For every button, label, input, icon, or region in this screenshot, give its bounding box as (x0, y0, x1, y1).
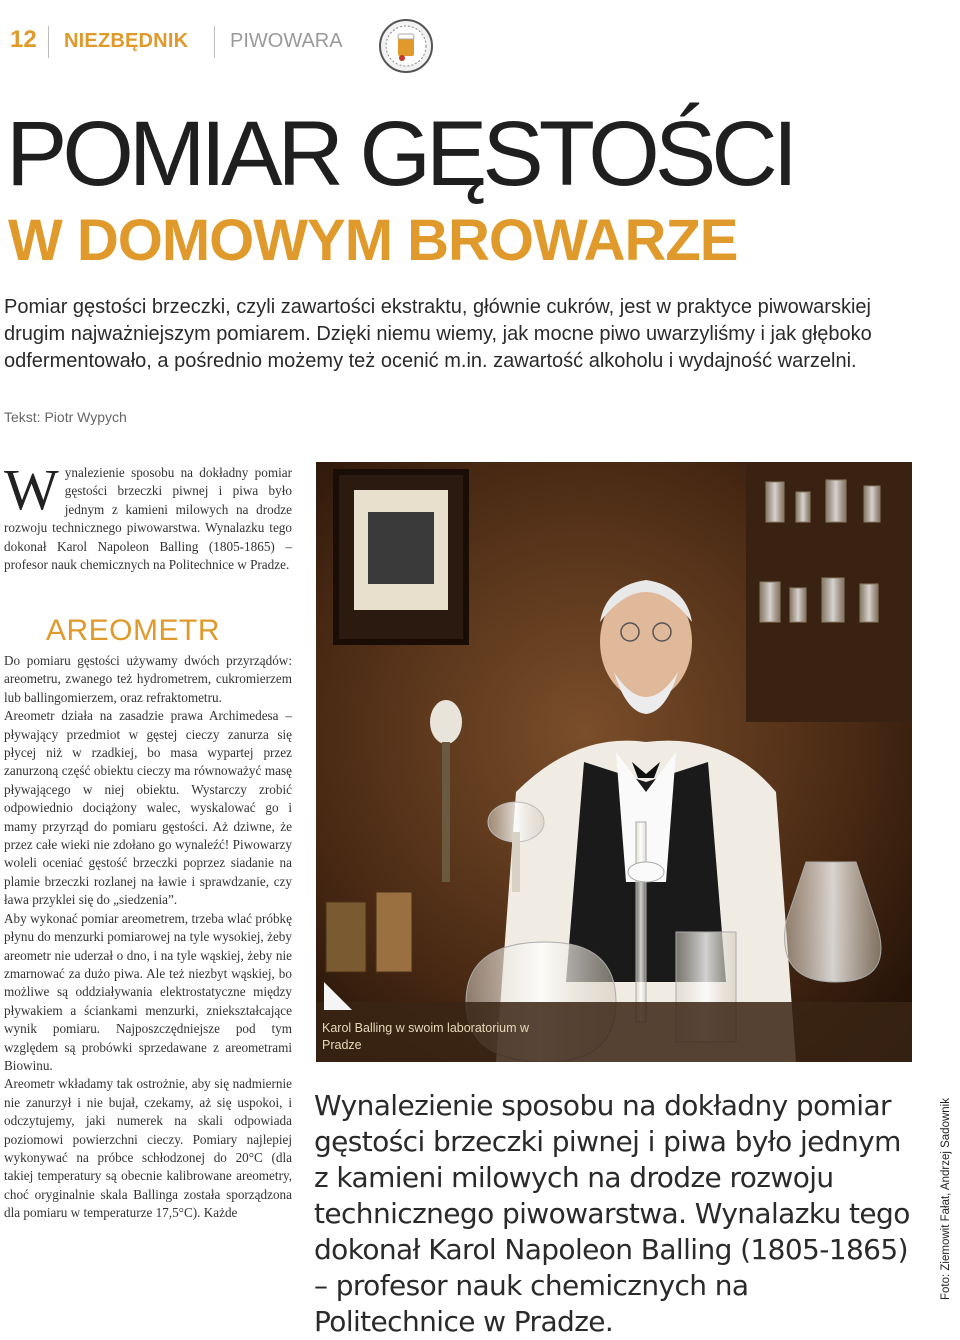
magazine-seal-logo (378, 18, 434, 74)
byline: Tekst: Piotr Wypych (4, 409, 127, 425)
page-number: 12 (10, 26, 37, 53)
subsection-label: PIWOWARA (230, 30, 343, 52)
body-paragraph: Areometr działa na zasadzie prawa Archimedesa – pływający przedmiot w gęstej cieczy zanurza się płycej niż w rzadkiej, bo masa wypartej przez zanurzoną część obiektu cieczy ma równoważyć masę pływającego w niej obiektu. Wystarczy zrobić odpowiednio dociążony walec, wyskalować go i mamy przyrząd do pomiaru gęstości. Aż dziwne, że przez całe wieki nie zdołano go wynaleźć! Piwowarzy woleli oceniać gęstość brzeczki poprzez siadanie na plamie brzeczki rozlanej na ławie i sprawdzanie, czy ława przyklei się do „siedzenia”. (4, 708, 292, 908)
section-label: NIEZBĘDNIK (64, 30, 189, 52)
page-header (0, 18, 960, 68)
photo-credit: Foto: Ziemowit Fałat, Andrzej Sadownik (940, 1098, 952, 1300)
areometr-body (4, 652, 292, 1223)
article-title: POMIAR GĘSTOŚCI (6, 103, 794, 205)
pull-quote: Wynalezienie sposobu na dokładny pomiar gęstości brzeczki piwnej i piwa było jednym z kamieni milowych na drodze rozwoju technicznego piwowarstwa. Wynalazku tego dokonał Karol Napoleon Balling (1805-1865) – profesor nauk chemicznych na Politechnice w Pradze. (314, 1089, 910, 1338)
header-divider (214, 26, 215, 58)
laboratory-photo (316, 462, 912, 1062)
body-paragraph: Areometr wkładamy tak ostrożnie, aby się nadmiernie nie zanurzył i nie bujał, czekamy, aż się uspokoi, i odczytujemy, jaki numerek na skali odpowiada poziomowi powierzchni cieczy. Pomiary najlepiej wykonywać na próbce schłodzonej do 20°C (dla takiej temperatury są obecnie kalibrowane areometry, choć oryginalnie skala Ballinga została sporządzona dla pomiaru w temperaturze 17,5°C). Każde (4, 1076, 292, 1221)
intro-text: ynalezienie sposobu na dokładny pomiar gęstości brzeczki piwnej i piwa było jednym z kamieni milowych na drodze rozwoju technicznego piwowarstwa. Wynalazku tego dokonał Karol Napoleon Balling (1805-1865) – profesor nauk chemicznych na Politechnice w Pradze. (4, 465, 292, 573)
drop-cap: W (4, 457, 59, 522)
photo-caption: Karol Balling w swoim laboratorium w Pradze (322, 1021, 530, 1052)
header-divider (48, 26, 49, 58)
intro-paragraph (4, 457, 292, 574)
article-subtitle: W DOMOWYM BROWARZE (8, 208, 738, 273)
body-paragraph: Aby wykonać pomiar areometrem, trzeba wlać próbkę płynu do menzurki pomiarowej na tyle wysokiej, żeby areometr nie uderzał o dno, i na tyle wąskiej, żeby nie zmarnować za dużo piwa. Ale też niezbyt wąskiej, bo możliwe są oddziaływania elektrostatyczne między pływakiem a ściankami menzurki, zniekształcające wynik pomiaru. Najposzczędniejsze pod tym względem są probówki sprzedawane z areometrami Biowinu. (4, 910, 292, 1073)
body-paragraph: Do pomiaru gęstości używamy dwóch przyrządów: areometru, zwanego też hydrometrem, cukromierzem lub ballingomierzem, oraz refraktometru. (4, 653, 292, 705)
section-heading-areometr: AREOMETR (46, 614, 221, 647)
lead-paragraph: Pomiar gęstości brzeczki, czyli zawartości ekstraktu, głównie cukrów, jest w praktyce piwowarskiej drugim najważniejszym pomiarem. Dzięki niemu wiemy, jak mocne piwo uwarzyliśmy i jak głęboko odfermentowało, a pośrednio możemy też ocenić m.in. zawartość alkoholu i wydajność warzelni. (4, 296, 872, 372)
